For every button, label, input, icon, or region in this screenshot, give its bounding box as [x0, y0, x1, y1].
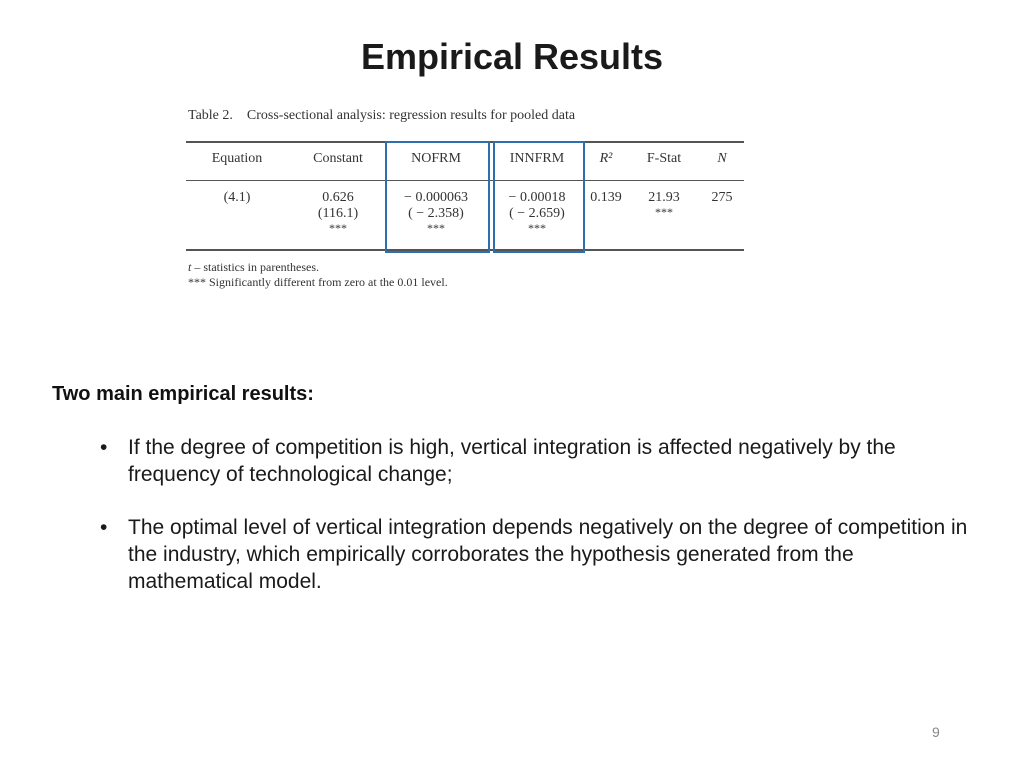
- header-innfrm: INNFRM: [509, 151, 565, 166]
- table-caption-text: Cross-sectional analysis: regression results for pooled data: [246, 108, 576, 123]
- cell-equation: (4.1): [223, 190, 251, 205]
- cell-f-stat-sig: ***: [655, 205, 673, 219]
- list-item: [100, 434, 970, 488]
- header-equation: Equation: [211, 151, 263, 166]
- result-text: If the degree of competition is high, vertical integration is affected negatively by the frequency of technological change;: [128, 436, 896, 486]
- table-note-significance: *** Significantly different from zero at the 0.01 level.: [188, 275, 448, 289]
- cell-nofrm: [391, 190, 481, 235]
- note-t-variable: t: [188, 260, 192, 274]
- cell-innfrm-value: − 0.00018: [508, 190, 566, 205]
- table-label: Table 2.: [188, 108, 233, 123]
- regression-table-figure: [186, 106, 746, 296]
- cell-n: 275: [711, 190, 733, 205]
- cell-nofrm-value: − 0.000063: [404, 190, 468, 205]
- cell-innfrm-t: ( − 2.659): [509, 206, 565, 221]
- note-t-text: – statistics in parentheses.: [191, 260, 319, 274]
- result-text: The optimal level of vertical integration depends negatively on the degree of competition in the industry, which empirically corroborates the hypothesis generated from the mathematical model.: [128, 516, 968, 593]
- results-heading: Two main empirical results:: [52, 383, 314, 405]
- table-note-t-statistics: [188, 260, 319, 275]
- cell-innfrm: [496, 190, 578, 235]
- cell-constant-value: 0.626: [322, 190, 354, 205]
- cell-constant: [298, 190, 378, 235]
- cell-nofrm-t: ( − 2.358): [408, 206, 464, 221]
- cell-nofrm-sig: ***: [427, 221, 445, 235]
- bullet-icon: •: [100, 516, 108, 539]
- cell-constant-sig: ***: [329, 221, 347, 235]
- list-item: [100, 514, 970, 595]
- header-n: N: [717, 151, 727, 166]
- cell-constant-t: (116.1): [317, 206, 359, 221]
- cell-r-squared: 0.139: [590, 190, 622, 205]
- cell-f-stat-value: 21.93: [648, 190, 680, 205]
- header-nofrm: NOFRM: [411, 151, 461, 166]
- results-list: [100, 434, 970, 621]
- header-constant: Constant: [313, 151, 363, 166]
- header-r-squared: R²: [599, 151, 613, 166]
- bullet-icon: •: [100, 436, 108, 459]
- cell-innfrm-sig: ***: [528, 221, 546, 235]
- slide-title: Empirical Results: [360, 36, 664, 77]
- cell-f-stat: [634, 190, 694, 219]
- table-caption: [188, 108, 575, 124]
- header-f-stat: F-Stat: [646, 151, 682, 166]
- page-number: 9: [932, 724, 940, 740]
